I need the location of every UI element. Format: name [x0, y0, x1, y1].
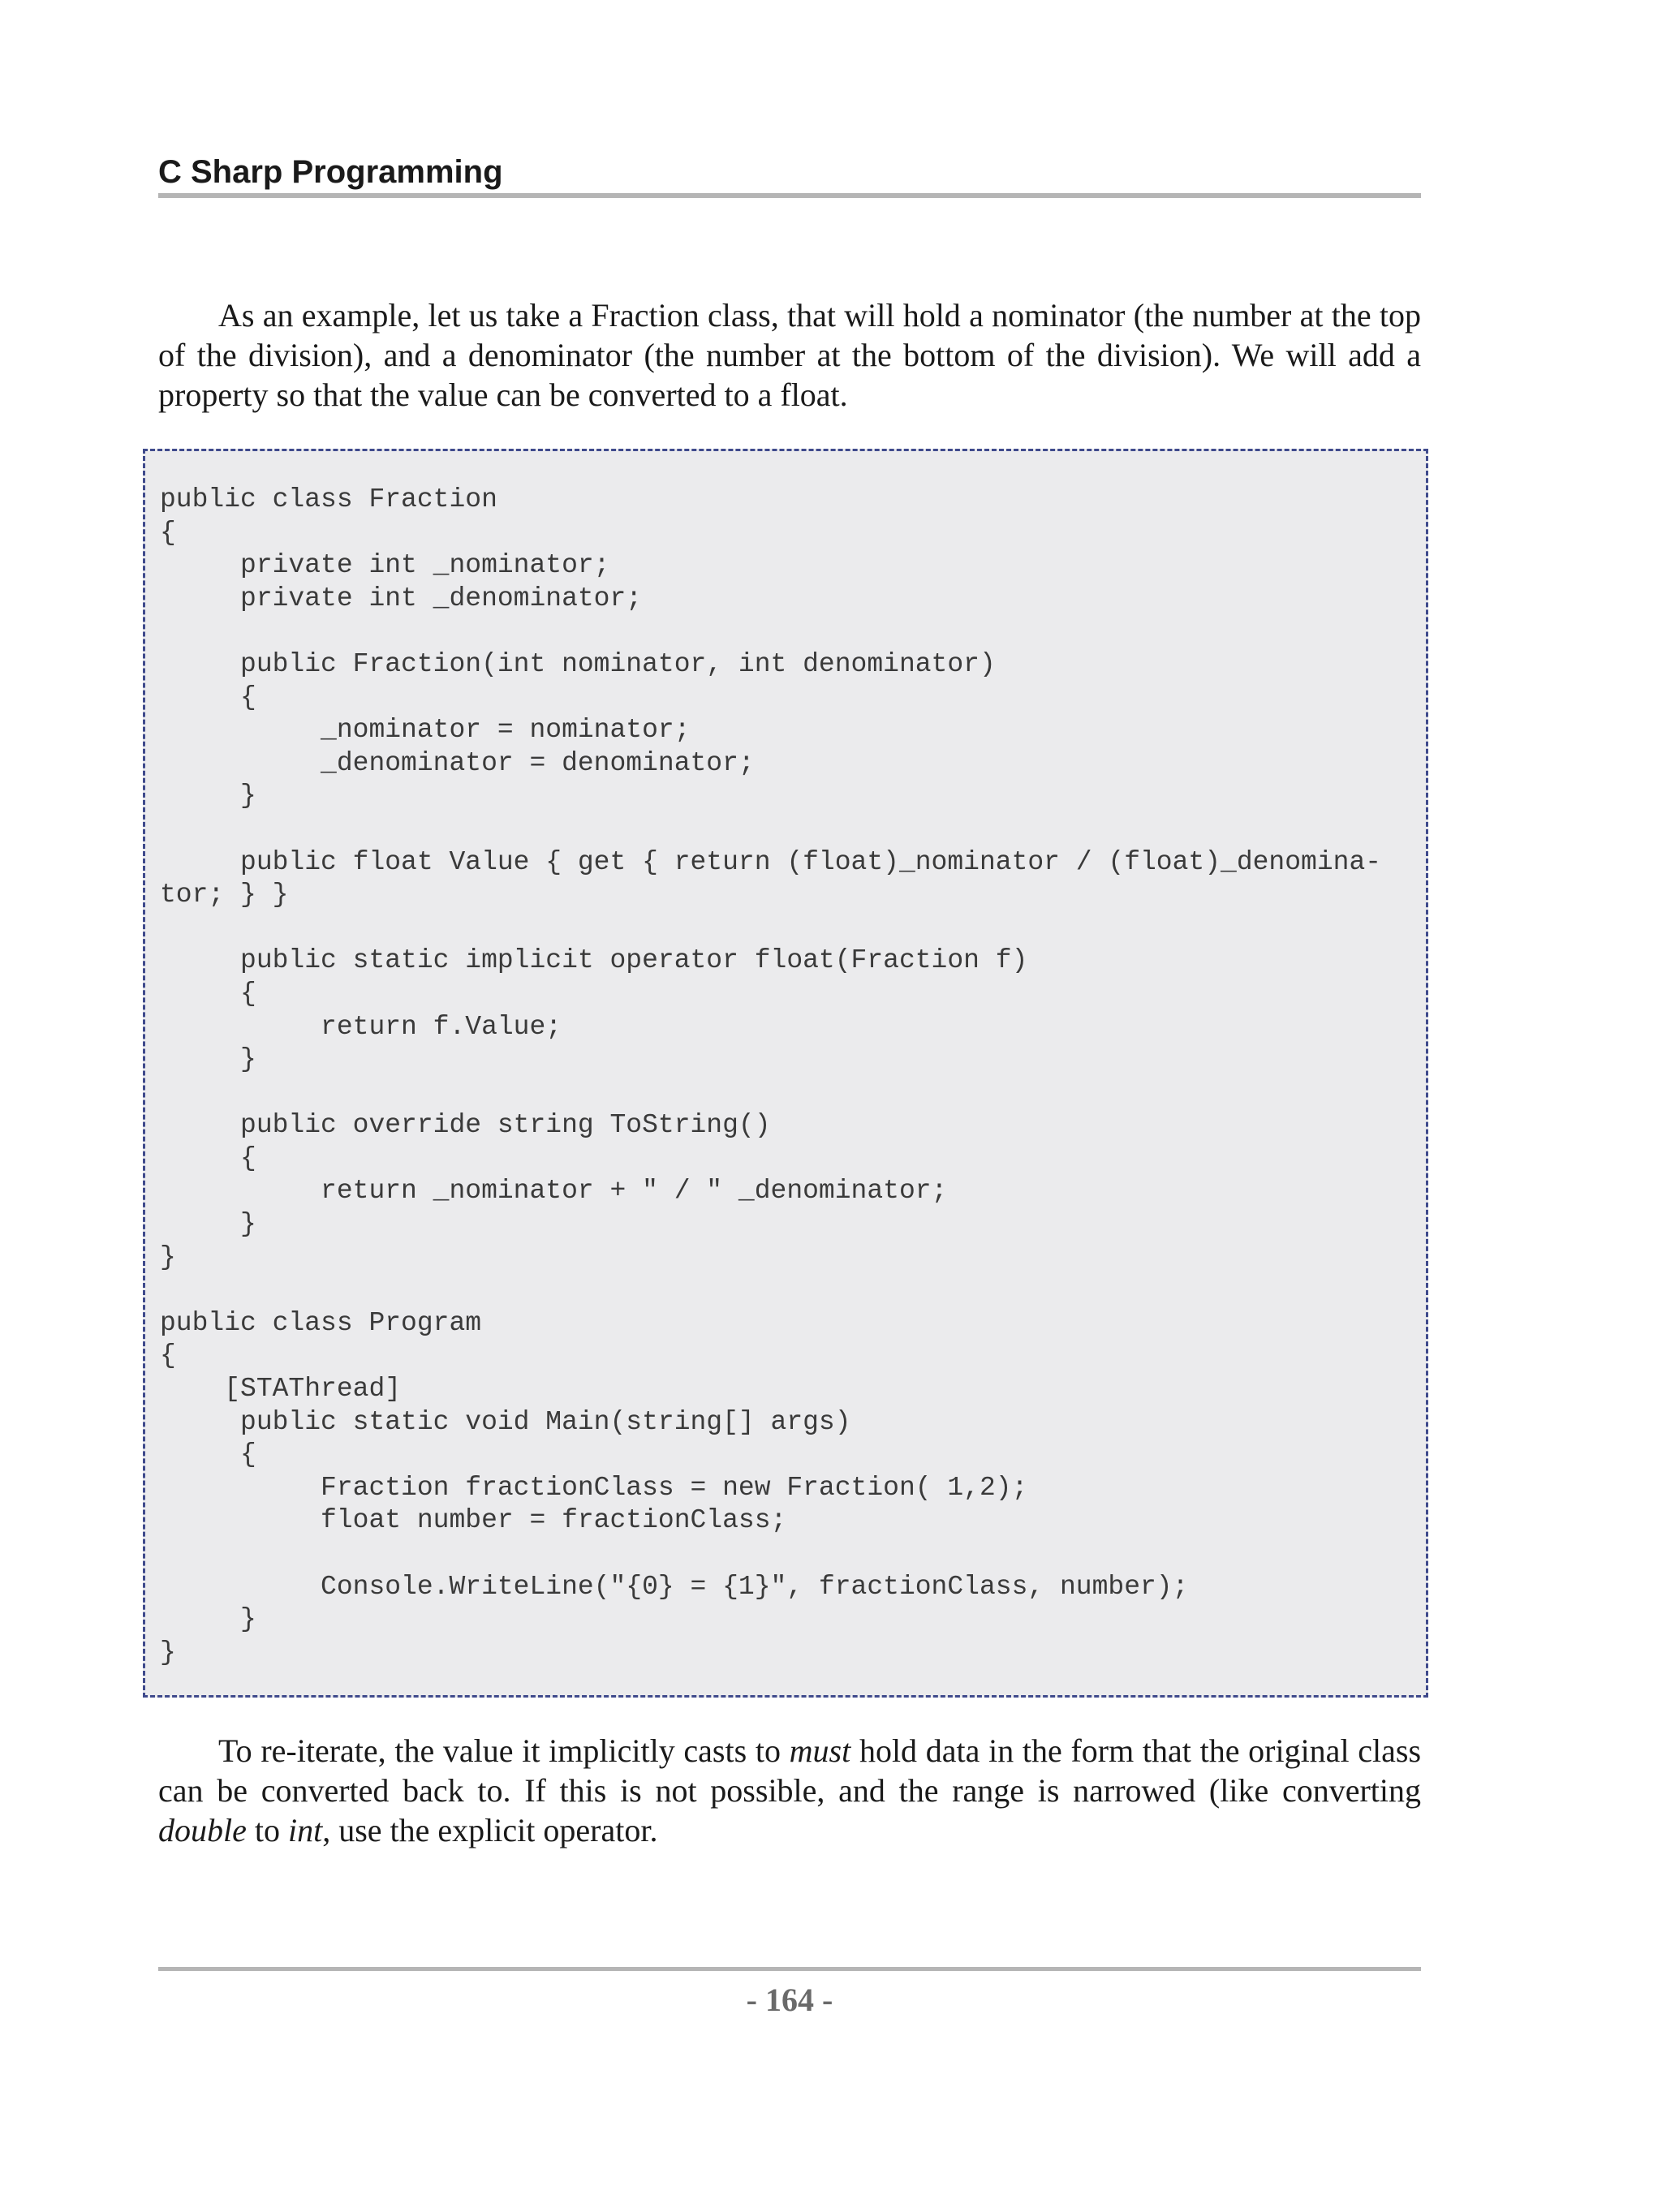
outro-emphasis-must: must: [789, 1732, 851, 1769]
code-line: private int _nominator;: [160, 550, 610, 581]
code-line: Fraction fractionClass = new Fraction( 1,2);: [160, 1472, 1028, 1503]
code-line: }: [160, 1044, 256, 1075]
code-line: {: [160, 1341, 176, 1371]
code-line: Console.WriteLine("{0} = {1}", fractionClass, number);: [160, 1571, 1189, 1602]
code-line: public float Value { get { return (float)_nominator / (float)_denomina-: [160, 846, 1382, 877]
outro-text-3: to: [246, 1812, 288, 1848]
code-line: public static void Main(string[] args): [160, 1406, 851, 1437]
code-line: private int _denominator;: [160, 583, 643, 613]
code-line: {: [160, 517, 176, 548]
code-line: return _nominator + " / " _denominator;: [160, 1176, 948, 1207]
code-line: public override string ToString(): [160, 1110, 771, 1141]
outro-emphasis-int: int: [288, 1812, 323, 1848]
code-line: public Fraction(int nominator, int denominator): [160, 648, 996, 679]
code-line: [STAThread]: [160, 1374, 402, 1405]
header-rule: [158, 193, 1421, 198]
code-line: public class Fraction: [160, 484, 497, 514]
outro-text-1: To re-iterate, the value it implicitly casts to: [218, 1732, 790, 1769]
code-line: public class Program: [160, 1307, 482, 1338]
code-line: }: [160, 1209, 256, 1240]
code-line: {: [160, 978, 256, 1009]
code-line: return f.Value;: [160, 1011, 562, 1042]
code-line: float number = fractionClass;: [160, 1505, 787, 1536]
code-line: {: [160, 682, 256, 712]
code-line: }: [160, 1637, 176, 1668]
code-line: {: [160, 1440, 256, 1470]
code-listing: [160, 484, 1381, 1669]
code-line: }: [160, 1604, 256, 1635]
outro-text-2: hold data in the form that the original class can be converted back to. If this is not possible, and the range is narrowed (like converting: [158, 1732, 1422, 1809]
intro-paragraph: As an example, let us take a Fraction class, that will hold a nominator (the number at the top of the division), and a denominator (the number at the bottom of the division). We will add a property so that the value can be converted to a float.: [158, 297, 1421, 413]
code-listing-box: [143, 449, 1428, 1698]
code-line: }: [160, 1242, 176, 1272]
footer-rule: [158, 1967, 1421, 1971]
code-line: tor; } }: [160, 880, 289, 910]
page-number: - 164 -: [746, 1982, 833, 2018]
code-line: _denominator = denominator;: [160, 747, 755, 778]
outro-paragraph: [158, 1731, 1421, 1850]
outro-text-4: , use the explicit operator.: [322, 1812, 658, 1848]
running-header: C Sharp Programming: [158, 154, 503, 190]
code-line: _nominator = nominator;: [160, 715, 691, 746]
code-line: {: [160, 1143, 256, 1173]
code-line: public static implicit operator float(Fraction f): [160, 945, 1028, 976]
outro-emphasis-double: double: [158, 1812, 247, 1848]
code-line: }: [160, 781, 256, 811]
